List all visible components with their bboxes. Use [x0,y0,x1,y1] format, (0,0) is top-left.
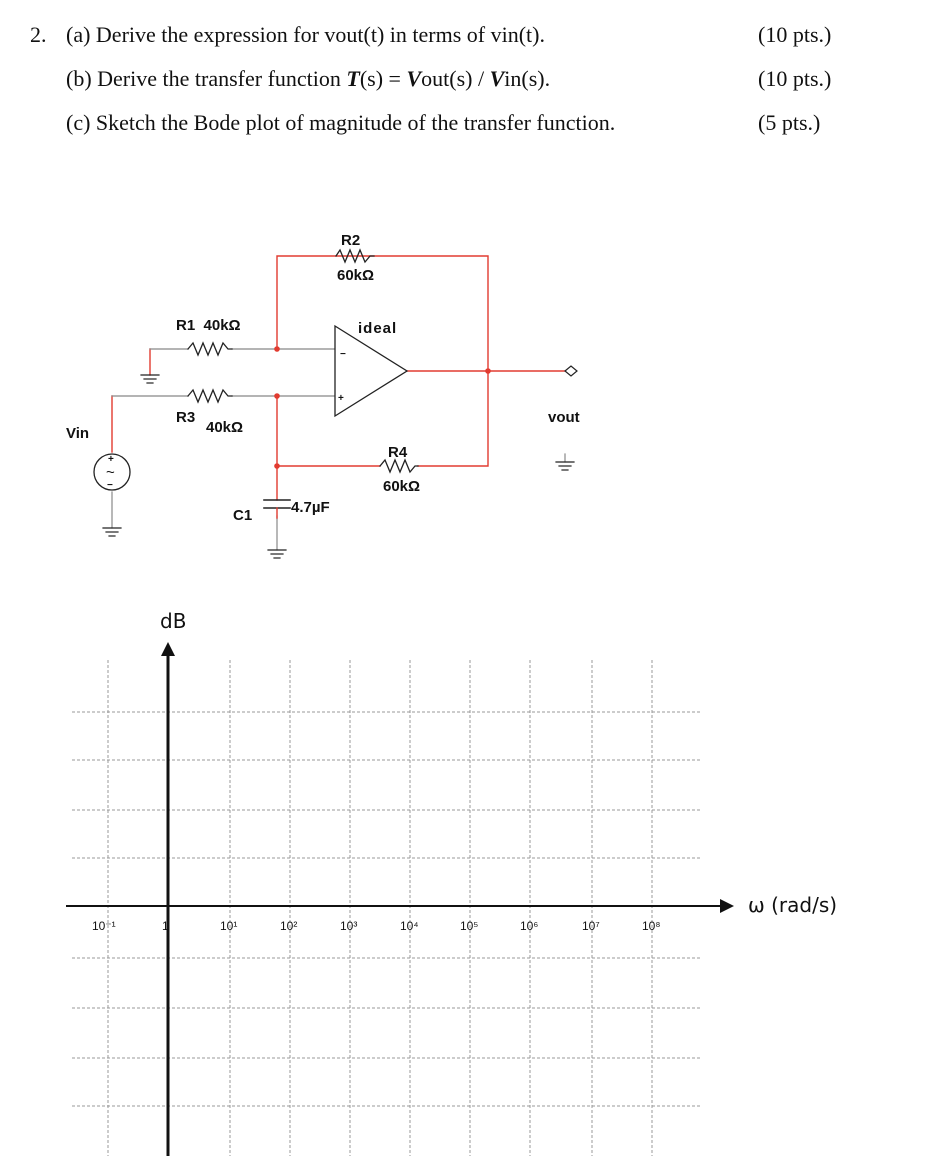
ground-r1 [141,375,159,383]
c1-value: 4.7µF [291,499,330,516]
source-plus: + [108,454,114,465]
part-b-mid1: (s) = [359,66,407,91]
ground-vin [103,528,121,536]
part-b-V1: V [406,66,422,91]
r4-name: R4 [388,444,408,461]
part-a-points: (10 pts.) [758,22,832,47]
opamp-minus: − [340,349,346,360]
r2-name: R2 [341,232,361,249]
part-a-text: (a) Derive the expression for vout(t) in terms of vin(t). [66,22,545,47]
part-b-suffix: in(s). [504,66,551,91]
capacitor-c1 [264,500,290,508]
opamp-plus: + [338,393,344,404]
part-b-points: (10 pts.) [758,66,832,91]
vout-label: vout [548,409,580,426]
part-b-prefix: (b) Derive the transfer function [66,66,347,91]
tick-label: 10⁶ [520,919,539,933]
ground-c1 [268,550,286,558]
r4-value: 60kΩ [383,478,421,495]
r1-resistor [188,343,232,355]
tick-label: 1 [162,919,169,933]
x-axis-arrow [720,899,734,913]
tick-label: 10² [280,919,298,933]
tick-label: 10⁴ [400,919,419,933]
horizontal-gridlines [72,712,700,1106]
circuit-diagram [94,250,577,558]
opamp-label: ideal [358,320,398,337]
r3-resistor [188,390,232,402]
source-minus: − [107,480,113,491]
problem-number: 2. [30,22,47,47]
vin-label: Vin [66,425,90,442]
r4-resistor [380,460,418,472]
vout-terminal [565,366,577,376]
vertical-gridlines [108,660,652,1156]
bode-grid [66,642,734,1156]
opamp-triangle [335,326,407,416]
c1-name: C1 [233,507,253,524]
part-b-T: T [346,66,360,91]
tick-label: 10⁷ [582,919,600,933]
tick-label: 10¹ [220,919,238,933]
tick-label: 10⁵ [460,919,479,933]
r1-label: R1 40kΩ [176,317,241,334]
part-b-mid2: out(s) / [421,66,490,91]
r3-value: 40kΩ [206,419,244,436]
ground-vout [556,462,574,470]
tick-label: 10³ [340,919,358,933]
r2-value: 60kΩ [337,267,375,284]
x-axis-label: ω (rad/s) [748,893,838,917]
tick-labels [92,919,660,933]
tick-label: 10⁻¹ [92,919,116,933]
part-c-text: (c) Sketch the Bode plot of magnitude of the transfer function. [66,110,616,135]
part-c-points: (5 pts.) [758,110,821,135]
y-axis-arrow [161,642,175,656]
y-axis-label: dB [160,609,187,633]
part-b-V2: V [489,66,505,91]
source-symbol: ~ [106,464,115,481]
r3-name: R3 [176,409,196,426]
tick-label: 10⁸ [642,919,661,933]
